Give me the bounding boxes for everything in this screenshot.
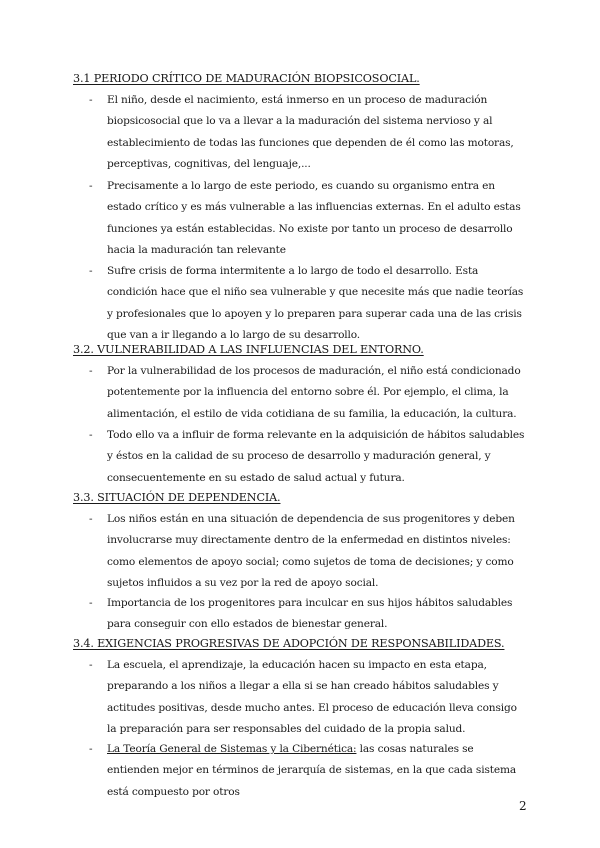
list-item: [73, 261, 525, 347]
bullet-dash: -: [89, 513, 93, 525]
bullet-dash: -: [89, 180, 93, 192]
list-item: [73, 655, 525, 741]
list-item-text: Precisamente a lo largo de este periodo, es cuando su organismo entra en estado crítico y es más vulnerable a las influencias externas. En el adulto estas funciones ya están establecidas. No existe por tanto un proceso de desarrollo hacia la maduración tan relevante: [107, 180, 521, 257]
list-item-text: Los niños están en una situación de dependencia de sus progenitores y deben involucrarse muy directamente dentro de la enfermedad en distintos niveles: como elementos de apoyo social; como sujetos de toma de decisiones; y como sujetos influidos a su vez por la red de apoyo social.: [107, 513, 515, 590]
list-item: [73, 425, 525, 489]
list-item-continuation: las cosas naturales se entienden mejor en términos de jerarquía de sistemas, en la que cada sistema está compuesto por otros: [107, 743, 517, 798]
bullet-dash: -: [89, 659, 93, 671]
section-heading-3-3: 3.3. SITUACIÓN DE DEPENDENCIA.: [73, 491, 281, 504]
list-item: [73, 176, 525, 262]
list-item-text: La escuela, el aprendizaje, la educación hacen su impacto en esta etapa, preparando a los niños a llegar a ella si se han creado hábitos saludables y actitudes positivas, desde mucho antes. El proceso de educación lleva consigo la preparación para ser responsables del cuidado de la propia salud.: [107, 659, 517, 736]
bullet-dash: -: [89, 743, 93, 755]
section-heading-3-2: 3.2. VULNERABILIDAD A LAS INFLUENCIAS DEL ENTORNO.: [73, 343, 424, 356]
page-number: 2: [519, 799, 527, 813]
underlined-term: La Teoría General de Sistemas y la Cibernética:: [107, 743, 357, 755]
list-item-text: El niño, desde el nacimiento, está inmerso en un proceso de maduración biopsicosocial que lo va a llevar a la maduración del sistema nervioso y al establecimiento de todas las funciones que dependen de él como las motoras, perceptivas, cognitivas, del lenguaje,...: [107, 94, 514, 171]
list-item-text: Importancia de los progenitores para inculcar en sus hijos hábitos saludables para conseguir con ello estados de bienestar general.: [107, 597, 513, 631]
list-item: [73, 739, 525, 803]
list-item: [73, 593, 525, 636]
list-item: [73, 90, 525, 176]
section-heading-3-4: 3.4. EXIGENCIAS PROGRESIVAS DE ADOPCIÓN DE RESPONSABILIDADES.: [73, 637, 505, 650]
bullet-dash: -: [89, 429, 93, 441]
list-item: [73, 361, 525, 425]
bullet-dash: -: [89, 365, 93, 377]
list-item-text: Sufre crisis de forma intermitente a lo largo de todo el desarrollo. Esta condición hace que el niño sea vulnerable y que necesite más que nadie teorías y profesionales que lo apoyen y lo preparen para superar cada una de las crisis que van a ir llegando a lo largo de su desarrollo.: [107, 265, 524, 342]
bullet-dash: -: [89, 597, 93, 609]
list-item-text: [107, 739, 525, 803]
list-item-text: Por la vulnerabilidad de los procesos de maduración, el niño está condicionado potentemente por la influencia del entorno sobre él. Por ejemplo, el clima, la alimentación, el estilo de vida cotidiana de su familia, la educación, la cultura.: [107, 365, 521, 420]
bullet-dash: -: [89, 265, 93, 277]
list-item: [73, 509, 525, 595]
bullet-dash: -: [89, 94, 93, 106]
section-heading-3-1: 3.1 PERIODO CRÍTICO DE MADURACIÓN BIOPSICOSOCIAL.: [73, 72, 420, 85]
list-item-text: Todo ello va a influir de forma relevante en la adquisición de hábitos saludables y éstos en la calidad de su proceso de desarrollo y maduración general, y consecuentemente en su estado de salud actual y futura.: [107, 429, 525, 484]
